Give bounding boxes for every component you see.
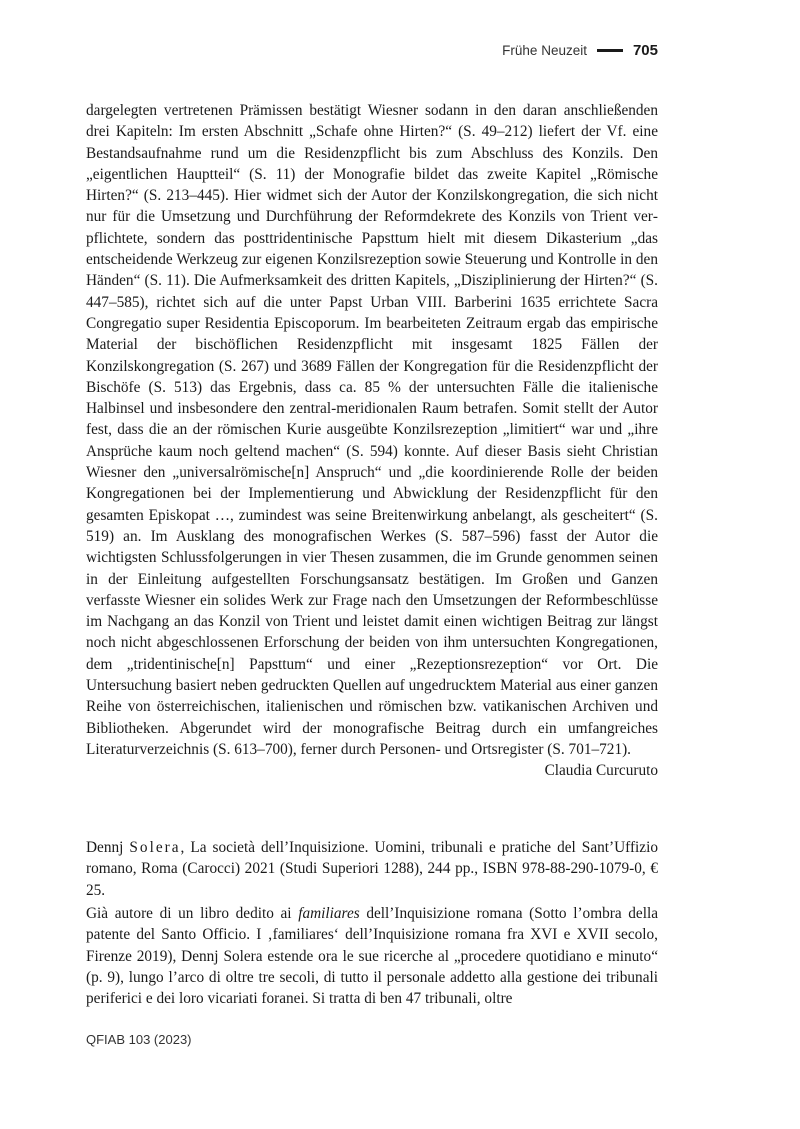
citation-details: , La società dell’Inquisizione. Uomini, tribunali e pratiche del Sant’Uffizio romano, Roma (Carocci) 2021 (Studi Superiori 1288), 244 pp., ISBN 978-88-290-1079-0, € 25. — [86, 839, 658, 899]
journal-footer: QFIAB 103 (2023) — [86, 1032, 192, 1047]
review2-intro: Già autore di un libro dedito ai — [86, 905, 299, 922]
page-number: 705 — [632, 42, 658, 59]
book-citation — [86, 837, 658, 901]
reviewer-signature: Claudia Curcuruto — [544, 762, 658, 780]
section-title: Frühe Neuzeit — [502, 43, 587, 58]
citation-first-name: Dennj — [86, 839, 124, 856]
header-rule — [597, 49, 623, 52]
review-text-1 — [86, 100, 658, 782]
review2-body: dell’Inquisizione romana (Sotto l’ombra della patente del Santo Officio. I ‚familiares‘ dell’Inquisizione romana fra XVI e XVII secolo, Firenze 2019), Dennj Solera estende ora le sue ricerche al „procedere quotidiano e minuto“ (p. 9), lungo l’arco di oltre tre secoli, di tutto il personale addetto alla gestione dei tribunali periferici e dei loro vicariati foranei. Si tratta di ben 47 tribunali, oltre — [86, 905, 659, 1008]
running-head — [502, 42, 658, 59]
review-body: dargelegten vertretenen Prämissen bestätigt Wiesner sodann in den daran anschließenden drei Kapiteln: Im ersten Abschnitt „Schafe ohne Hirten?“ (S. 49–212) liefert der Vf. eine Bestandsaufnahme rund um die Residenzpflicht bis zum Abschluss des Konzils. Den „eigentlichen Hauptteil“ (S. 11) der Monografie bildet das zweite Kapitel „Römische Hirten?“ (S. 213–445). Hier widmet sich der Autor der Konzilskongregation, die sich nicht nur für die Umsetzung und Durchführung der Reformdekrete des Konzils von Trient verpflichtete, sondern das posttridentinische Papsttum hielt mit diesem Dikasterium „das entscheidende Werkzeug zur eigenen Konzilsrezeption sowie Steuerung und Kontrolle in den Händen“ (S. 11). Die Aufmerksamkeit des dritten Kapitels, „Disziplinierung der Hirten?“ (S. 447–585), richtet sich auf die unter Papst Urban VIII. Barberini 1635 errichtete Sacra Congregatio super Residentia Episcoporum. Im bearbeiteten Zeitraum ergab das empirische Material der bischöflichen Residenzpflicht mit insgesamt 1825 Fällen der Konzilskongregation (S. 267) und 3689 Fällen der Kongregation für die Residenzpflicht der Bischöfe (S. 513) das Ergebnis, dass ca. 85 % der untersuchten Fälle die italienische Halbinsel und insbesondere den zentral-meridionalen Raum betrafen. Somit stellt der Autor fest, dass die an der römischen Kurie ausgeübte Konzilsrezeption „limitiert“ war und „ihre Ansprüche kaum noch geltend machen“ (S. 594) konnte. Auf dieser Basis sieht Christian Wiesner den „universalrömische[n] Anspruch“ und „die koordinierende Rolle der beiden Kongregationen bei der Implementierung und Abwicklung der Residenzpflicht für den gesamten Episkopat …, zumindest was seine Breitenwirkung anbelangt, als gescheitert“ (S. 519) an. Im Ausklang des monografischen Werkes (S. 587–596) fasst der Autor die wichtigsten Schlussfolgerungen in vier Thesen zusammen, die im Grunde genommen seinen in der Einleitung aufgestellten Forschungsansatz bestätigen. Im Großen und Ganzen verfasste Wiesner ein solides Werk zur Frage nach den Umsetzungen der Reformbeschlüsse im Nachgang an das Konzil von Trient und leistet damit einen wichtigen Beitrag zur längst noch nicht abgeschlossenen Erforschung der beiden von ihm untersuchten Kongregationen, dem „tridentinische[n] Papsttum“ und einer „Rezeptionsrezeption“ vor Ort. Die Untersuchung basiert neben gedruckten Quellen auf ungedrucktem Material aus einer ganzen Reihe von österreichischen, italienischen und römischen bzw. vatikanischen Archiven und Bibliotheken. Abgerundet wird der monografische Beitrag durch ein umfangreiches Literaturverzeichnis (S. 613–700), ferner durch Personen- und Ortsregister (S. 701–721). — [86, 102, 658, 758]
citation-surname: Solera — [129, 839, 181, 856]
review2-italic-term: familiares — [298, 905, 360, 922]
review-paragraph — [86, 100, 658, 780]
review-paragraph — [86, 903, 658, 1009]
review-text-2 — [86, 903, 658, 1009]
